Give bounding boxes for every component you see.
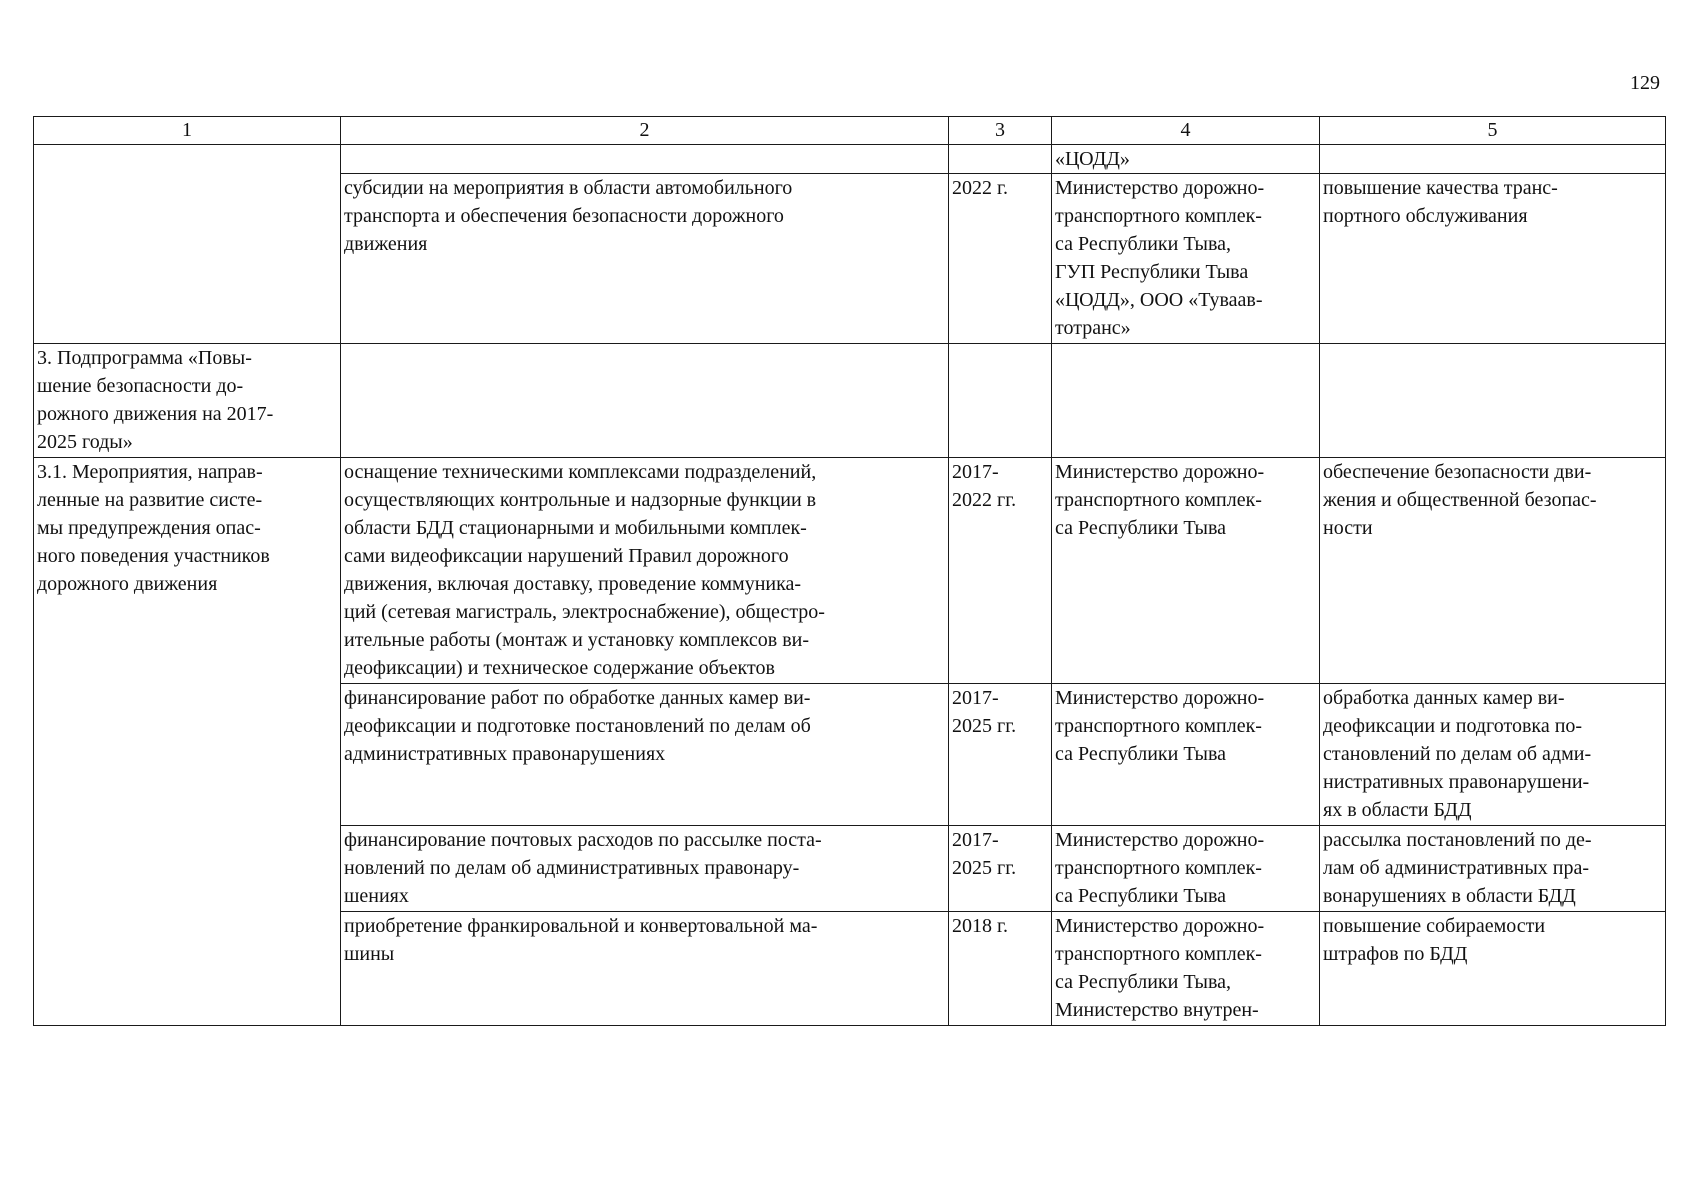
- column-header-2: 2: [341, 117, 949, 145]
- period-cell: 2017- 2022 гг.: [949, 458, 1052, 684]
- result-cell: повышение качества транс- портного обслуживания: [1320, 174, 1666, 344]
- column-header-1: 1: [34, 117, 341, 145]
- program-cell: [34, 174, 341, 344]
- column-header-3: 3: [949, 117, 1052, 145]
- table-row: [34, 145, 1666, 174]
- result-cell: [1320, 344, 1666, 458]
- executor-cell: [1052, 344, 1320, 458]
- executor-cell: Министерство дорожно- транспортного комплек- са Республики Тыва: [1052, 826, 1320, 912]
- activity-cell: приобретение франкировальной и конвертовальной ма- шины: [341, 912, 949, 1026]
- column-header-5: 5: [1320, 117, 1666, 145]
- program-cell: [34, 912, 341, 1026]
- result-cell: [1320, 145, 1666, 174]
- result-cell: обеспечение безопасности дви- жения и общественной безопас- ности: [1320, 458, 1666, 684]
- result-cell: рассылка постановлений по де- лам об административных пра- вонарушениях в области БДД: [1320, 826, 1666, 912]
- executor-cell: Министерство дорожно- транспортного комплек- са Республики Тыва, Министерство внутрен-: [1052, 912, 1320, 1026]
- page-number: 129: [1630, 72, 1660, 94]
- table-row: [34, 684, 1666, 826]
- activity-cell: субсидии на мероприятия в области автомобильного транспорта и обеспечения безопасности дорожного движения: [341, 174, 949, 344]
- program-cell: 3.1. Мероприятия, направ- ленные на развитие систе- мы предупреждения опас- ного поведения участников дорожного движения: [34, 458, 341, 684]
- program-cell: 3. Подпрограмма «Повы- шение безопасности до- рожного движения на 2017- 2025 годы»: [34, 344, 341, 458]
- activity-cell: финансирование работ по обработке данных камер ви- деофиксации и подготовке постановлений по делам об административных правонарушениях: [341, 684, 949, 826]
- measures-table: [33, 116, 1666, 1026]
- executor-cell: Министерство дорожно- транспортного комплек- са Республики Тыва: [1052, 458, 1320, 684]
- program-cell: [34, 145, 341, 174]
- table-row: [34, 344, 1666, 458]
- activity-cell: оснащение техническими комплексами подразделений, осуществляющих контрольные и надзорные функции в области БДД стационарными и мобильными комплек- сами видеофиксации нарушений Правил дорожного движения, включая доставку, проведение коммуника- ций (сетевая магистраль, электроснабжение), общестро- ительные работы (монтаж и установку комплексов ви- деофиксации) и техническое содержание объектов: [341, 458, 949, 684]
- executor-cell: «ЦОДД»: [1052, 145, 1320, 174]
- table-row: [34, 912, 1666, 1026]
- period-cell: 2017- 2025 гг.: [949, 826, 1052, 912]
- activity-cell: финансирование почтовых расходов по рассылке поста- новлений по делам об административных правонару- шениях: [341, 826, 949, 912]
- table-row: [34, 458, 1666, 684]
- column-header-4: 4: [1052, 117, 1320, 145]
- executor-cell: Министерство дорожно- транспортного комплек- са Республики Тыва: [1052, 684, 1320, 826]
- column-number-row: [34, 117, 1666, 145]
- period-cell: [949, 145, 1052, 174]
- program-cell: [34, 826, 341, 912]
- table-row: [34, 174, 1666, 344]
- result-cell: повышение собираемости штрафов по БДД: [1320, 912, 1666, 1026]
- period-cell: 2017- 2025 гг.: [949, 684, 1052, 826]
- period-cell: 2018 г.: [949, 912, 1052, 1026]
- executor-cell: Министерство дорожно- транспортного комплек- са Республики Тыва, ГУП Республики Тыва «ЦОДД», ООО «Туваав- тотранс»: [1052, 174, 1320, 344]
- period-cell: 2022 г.: [949, 174, 1052, 344]
- program-cell: [34, 684, 341, 826]
- period-cell: [949, 344, 1052, 458]
- table-row: [34, 826, 1666, 912]
- activity-cell: [341, 145, 949, 174]
- activity-cell: [341, 344, 949, 458]
- result-cell: обработка данных камер ви- деофиксации и подготовка по- становлений по делам об адми- нистративных правонарушени- ях в области БДД: [1320, 684, 1666, 826]
